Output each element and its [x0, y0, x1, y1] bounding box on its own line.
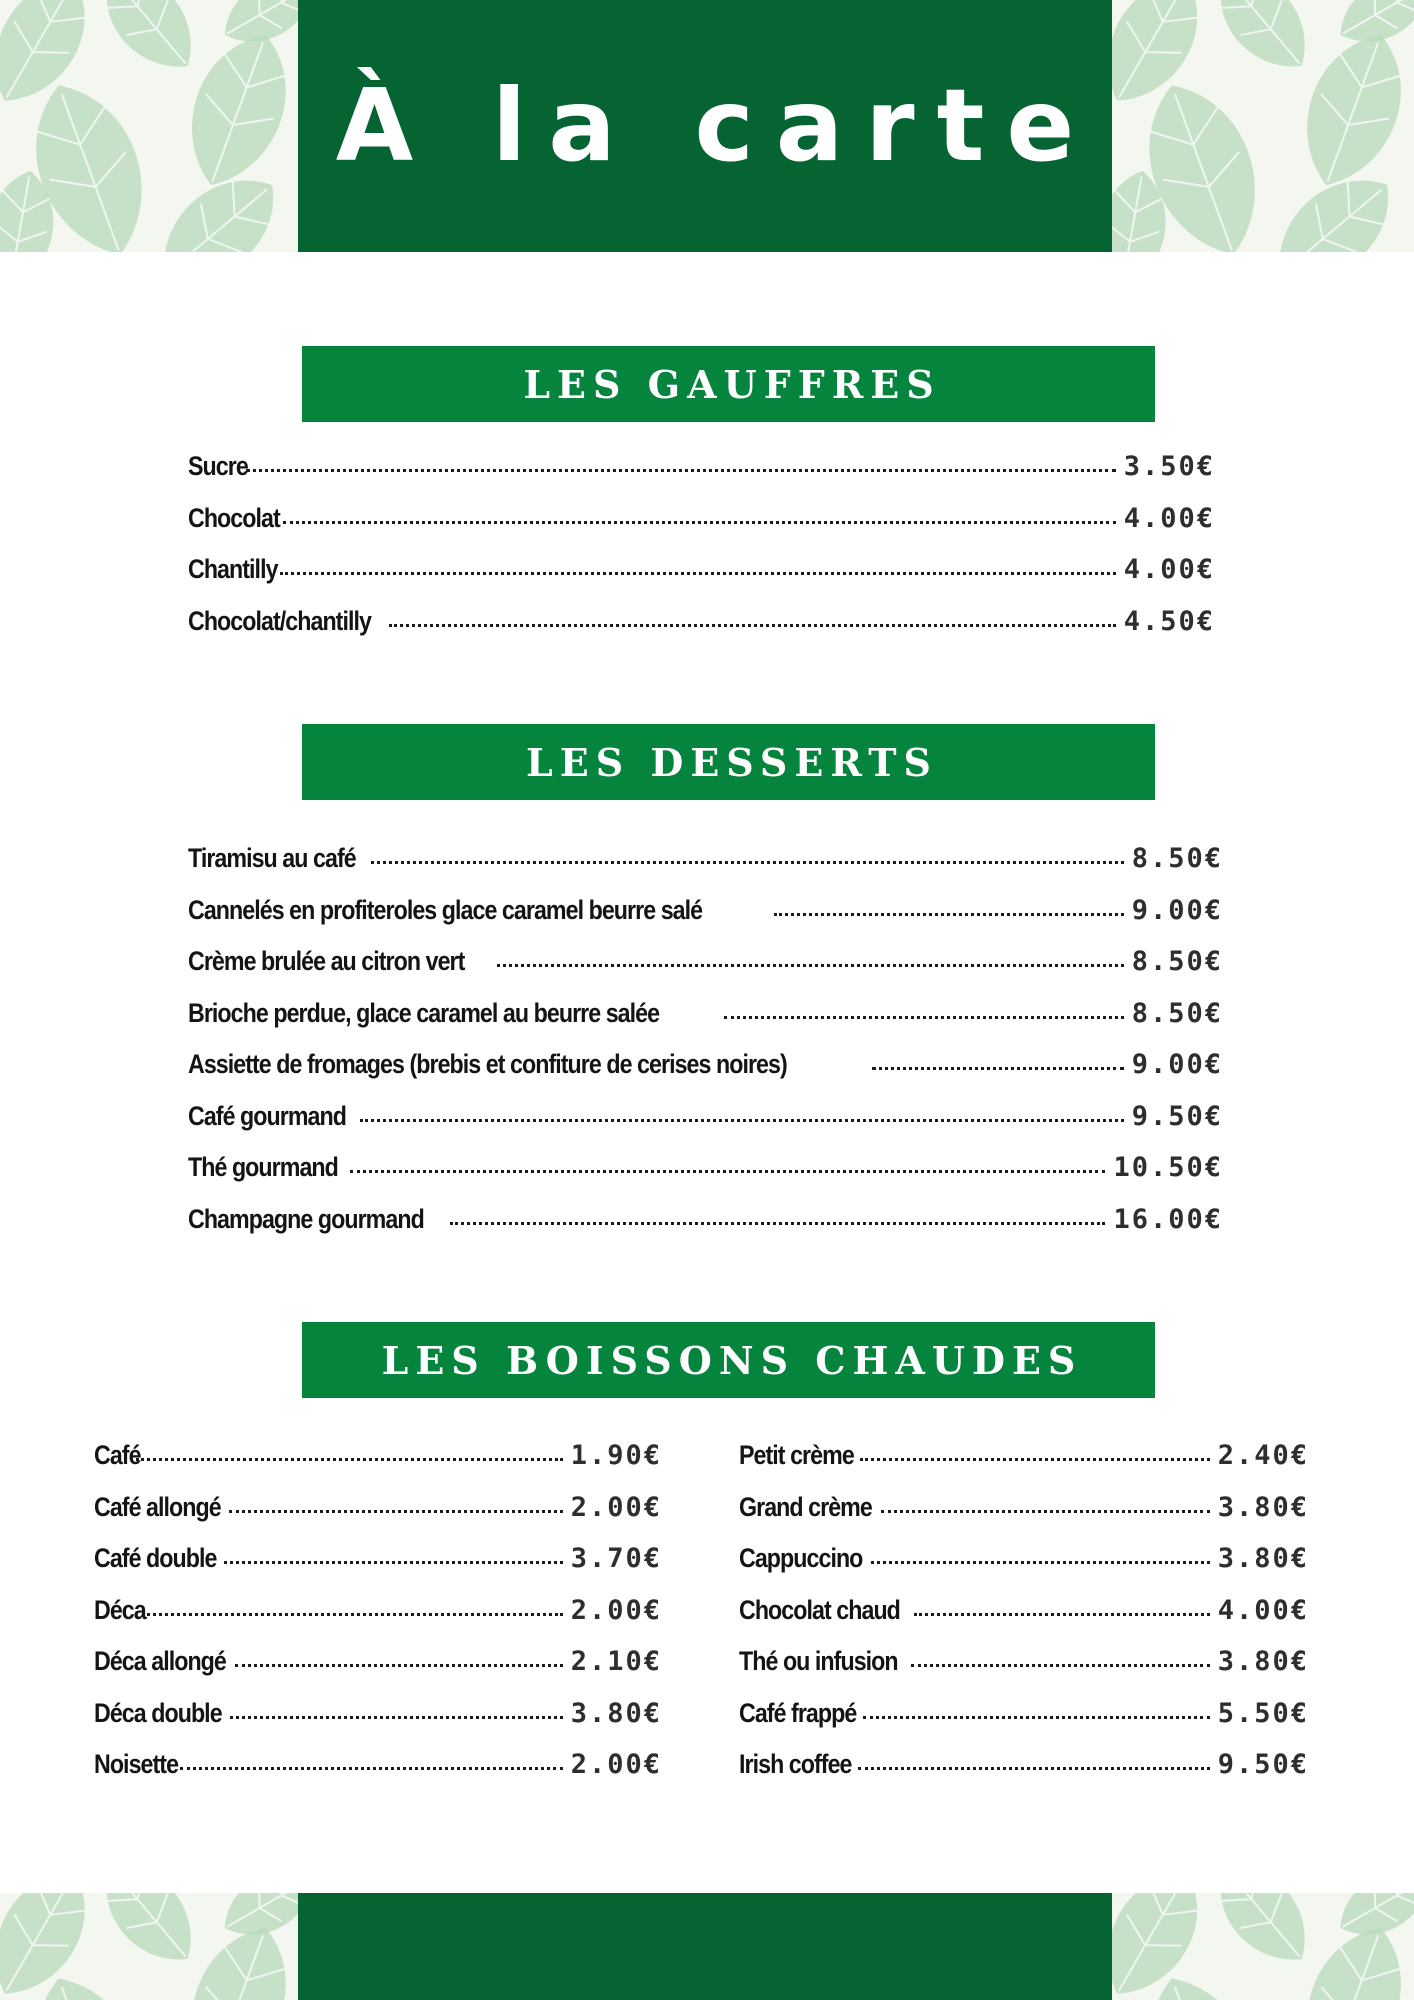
item-price: 2.00€ — [570, 1749, 662, 1780]
menu-item — [188, 946, 1223, 998]
dot-leader — [774, 913, 1124, 916]
item-price: 9.50€ — [1131, 1100, 1223, 1132]
item-name: Irish coffee — [739, 1749, 852, 1779]
dot-leader — [860, 1458, 1209, 1461]
item-name: Brioche perdue, glace caramel au beurre salée — [188, 997, 660, 1028]
menu-item — [739, 1749, 1309, 1801]
menu-list-gauffres — [188, 451, 1215, 657]
item-name: Cannelés en profiteroles glace caramel beurre salé — [188, 894, 703, 925]
menu-item — [739, 1543, 1309, 1595]
item-price: 4.50€ — [1123, 605, 1215, 637]
leaf-pattern-icon — [1112, 0, 1414, 252]
item-price: 8.50€ — [1131, 946, 1223, 977]
leaf-pattern-top-left — [0, 0, 298, 252]
dot-leader — [136, 1458, 563, 1461]
dot-leader — [230, 1716, 562, 1719]
menu-item — [188, 1049, 1223, 1101]
dot-leader — [235, 1664, 562, 1667]
item-price: 3.80€ — [1217, 1646, 1309, 1677]
menu-list-boissons-left — [94, 1440, 662, 1801]
item-price: 9.50€ — [1217, 1749, 1309, 1780]
item-price: 3.80€ — [1217, 1543, 1309, 1574]
item-name: Déca double — [94, 1697, 222, 1728]
item-price: 8.50€ — [1131, 997, 1223, 1029]
menu-item — [188, 1152, 1223, 1204]
menu-item — [94, 1440, 662, 1492]
dot-leader — [450, 1222, 1105, 1225]
menu-item — [739, 1440, 1309, 1492]
item-price: 3.80€ — [1217, 1491, 1309, 1523]
item-name: Tiramisu au café — [188, 843, 356, 873]
item-name: Chocolat chaud — [739, 1594, 900, 1625]
item-name: Sucre — [188, 451, 248, 481]
section-title: LES BOISSONS CHAUDES — [381, 1337, 1083, 1383]
item-price: 1.90€ — [570, 1440, 662, 1471]
dot-leader — [724, 1016, 1124, 1019]
item-name: Chocolat — [188, 502, 280, 533]
item-name: Café — [94, 1440, 141, 1470]
item-name: Petit crème — [739, 1440, 854, 1470]
section-title: LES DESSERTS — [526, 739, 938, 785]
dot-leader — [881, 1510, 1209, 1513]
item-price: 3.80€ — [570, 1697, 662, 1729]
dot-leader — [863, 1716, 1209, 1719]
item-price: 2.00€ — [570, 1491, 662, 1523]
menu-list-desserts — [188, 843, 1223, 1255]
menu-item — [188, 1101, 1223, 1153]
item-price: 3.50€ — [1123, 451, 1215, 482]
item-price: 9.00€ — [1131, 894, 1223, 926]
menu-item — [188, 451, 1215, 503]
menu-item — [739, 1646, 1309, 1698]
section-heading-gauffres — [302, 346, 1155, 422]
leaf-pattern-bottom-left — [0, 1893, 298, 2000]
menu-item — [739, 1698, 1309, 1750]
item-price: 9.00€ — [1131, 1049, 1223, 1080]
menu-item — [188, 1204, 1223, 1256]
leaf-pattern-bottom-right — [1112, 1893, 1414, 2000]
dot-leader — [872, 1067, 1123, 1070]
item-price: 2.40€ — [1217, 1440, 1309, 1471]
dot-leader — [229, 1510, 562, 1513]
item-name: Chocolat/chantilly — [188, 605, 371, 636]
item-name: Thé ou infusion — [739, 1646, 898, 1676]
menu-item — [94, 1749, 662, 1801]
item-name: Cappuccino — [739, 1543, 863, 1573]
dot-leader — [871, 1561, 1210, 1564]
menu-header — [298, 0, 1112, 252]
item-name: Café double — [94, 1543, 217, 1573]
menu-item — [188, 998, 1223, 1050]
item-price: 4.00€ — [1217, 1594, 1309, 1626]
menu-item — [188, 554, 1215, 606]
menu-title: À la carte — [335, 67, 1097, 184]
item-name: Chantilly — [188, 554, 278, 584]
menu-footer-band — [298, 1893, 1112, 2000]
item-name: Café gourmand — [188, 1100, 346, 1131]
item-price: 2.10€ — [570, 1646, 662, 1677]
menu-item — [94, 1492, 662, 1544]
item-name: Champagne gourmand — [188, 1203, 424, 1234]
section-heading-desserts — [302, 724, 1155, 800]
dot-leader — [858, 1767, 1210, 1770]
item-name: Café frappé — [739, 1697, 857, 1728]
menu-item — [188, 503, 1215, 555]
section-title: LES GAUFFRES — [523, 361, 941, 407]
menu-item — [188, 895, 1223, 947]
menu-item — [94, 1646, 662, 1698]
leaf-pattern-icon — [0, 0, 298, 252]
menu-item — [739, 1492, 1309, 1544]
dot-leader — [280, 572, 1116, 575]
item-name: Crème brulée au citron vert — [188, 946, 465, 976]
menu-list-boissons-right — [739, 1440, 1309, 1801]
menu-item — [739, 1595, 1309, 1647]
dot-leader — [350, 1170, 1105, 1173]
item-name: Déca — [94, 1594, 146, 1625]
item-name: Noisette — [94, 1749, 179, 1779]
leaf-pattern-top-right — [1112, 0, 1414, 252]
item-price: 4.00€ — [1123, 554, 1215, 585]
dot-leader — [246, 469, 1116, 472]
item-price: 2.00€ — [570, 1594, 662, 1626]
menu-item — [188, 606, 1215, 658]
menu-item — [188, 843, 1223, 895]
item-name: Assiette de fromages (brebis et confiture de cerises noires) — [188, 1049, 787, 1079]
dot-leader — [283, 521, 1116, 524]
item-name: Grand crème — [739, 1491, 872, 1522]
leaf-pattern-icon — [1112, 1893, 1414, 2000]
menu-item — [94, 1698, 662, 1750]
item-name: Café allongé — [94, 1491, 221, 1522]
leaf-pattern-icon — [0, 1893, 298, 2000]
dot-leader — [371, 861, 1124, 864]
section-heading-boissons-chaudes — [302, 1322, 1155, 1398]
item-name: Déca allongé — [94, 1646, 226, 1676]
item-price: 8.50€ — [1131, 843, 1223, 874]
dot-leader — [389, 624, 1116, 627]
dot-leader — [224, 1561, 562, 1564]
dot-leader — [180, 1767, 563, 1770]
menu-item — [94, 1543, 662, 1595]
dot-leader — [497, 964, 1123, 967]
dot-leader — [360, 1119, 1124, 1122]
item-price: 16.00€ — [1113, 1203, 1223, 1235]
item-price: 3.70€ — [570, 1543, 662, 1574]
item-price: 4.00€ — [1123, 502, 1215, 534]
item-price: 10.50€ — [1113, 1152, 1223, 1183]
menu-item — [94, 1595, 662, 1647]
item-name: Thé gourmand — [188, 1152, 338, 1182]
dot-leader — [911, 1664, 1209, 1667]
item-price: 5.50€ — [1217, 1697, 1309, 1729]
dot-leader — [142, 1613, 563, 1616]
dot-leader — [914, 1613, 1210, 1616]
